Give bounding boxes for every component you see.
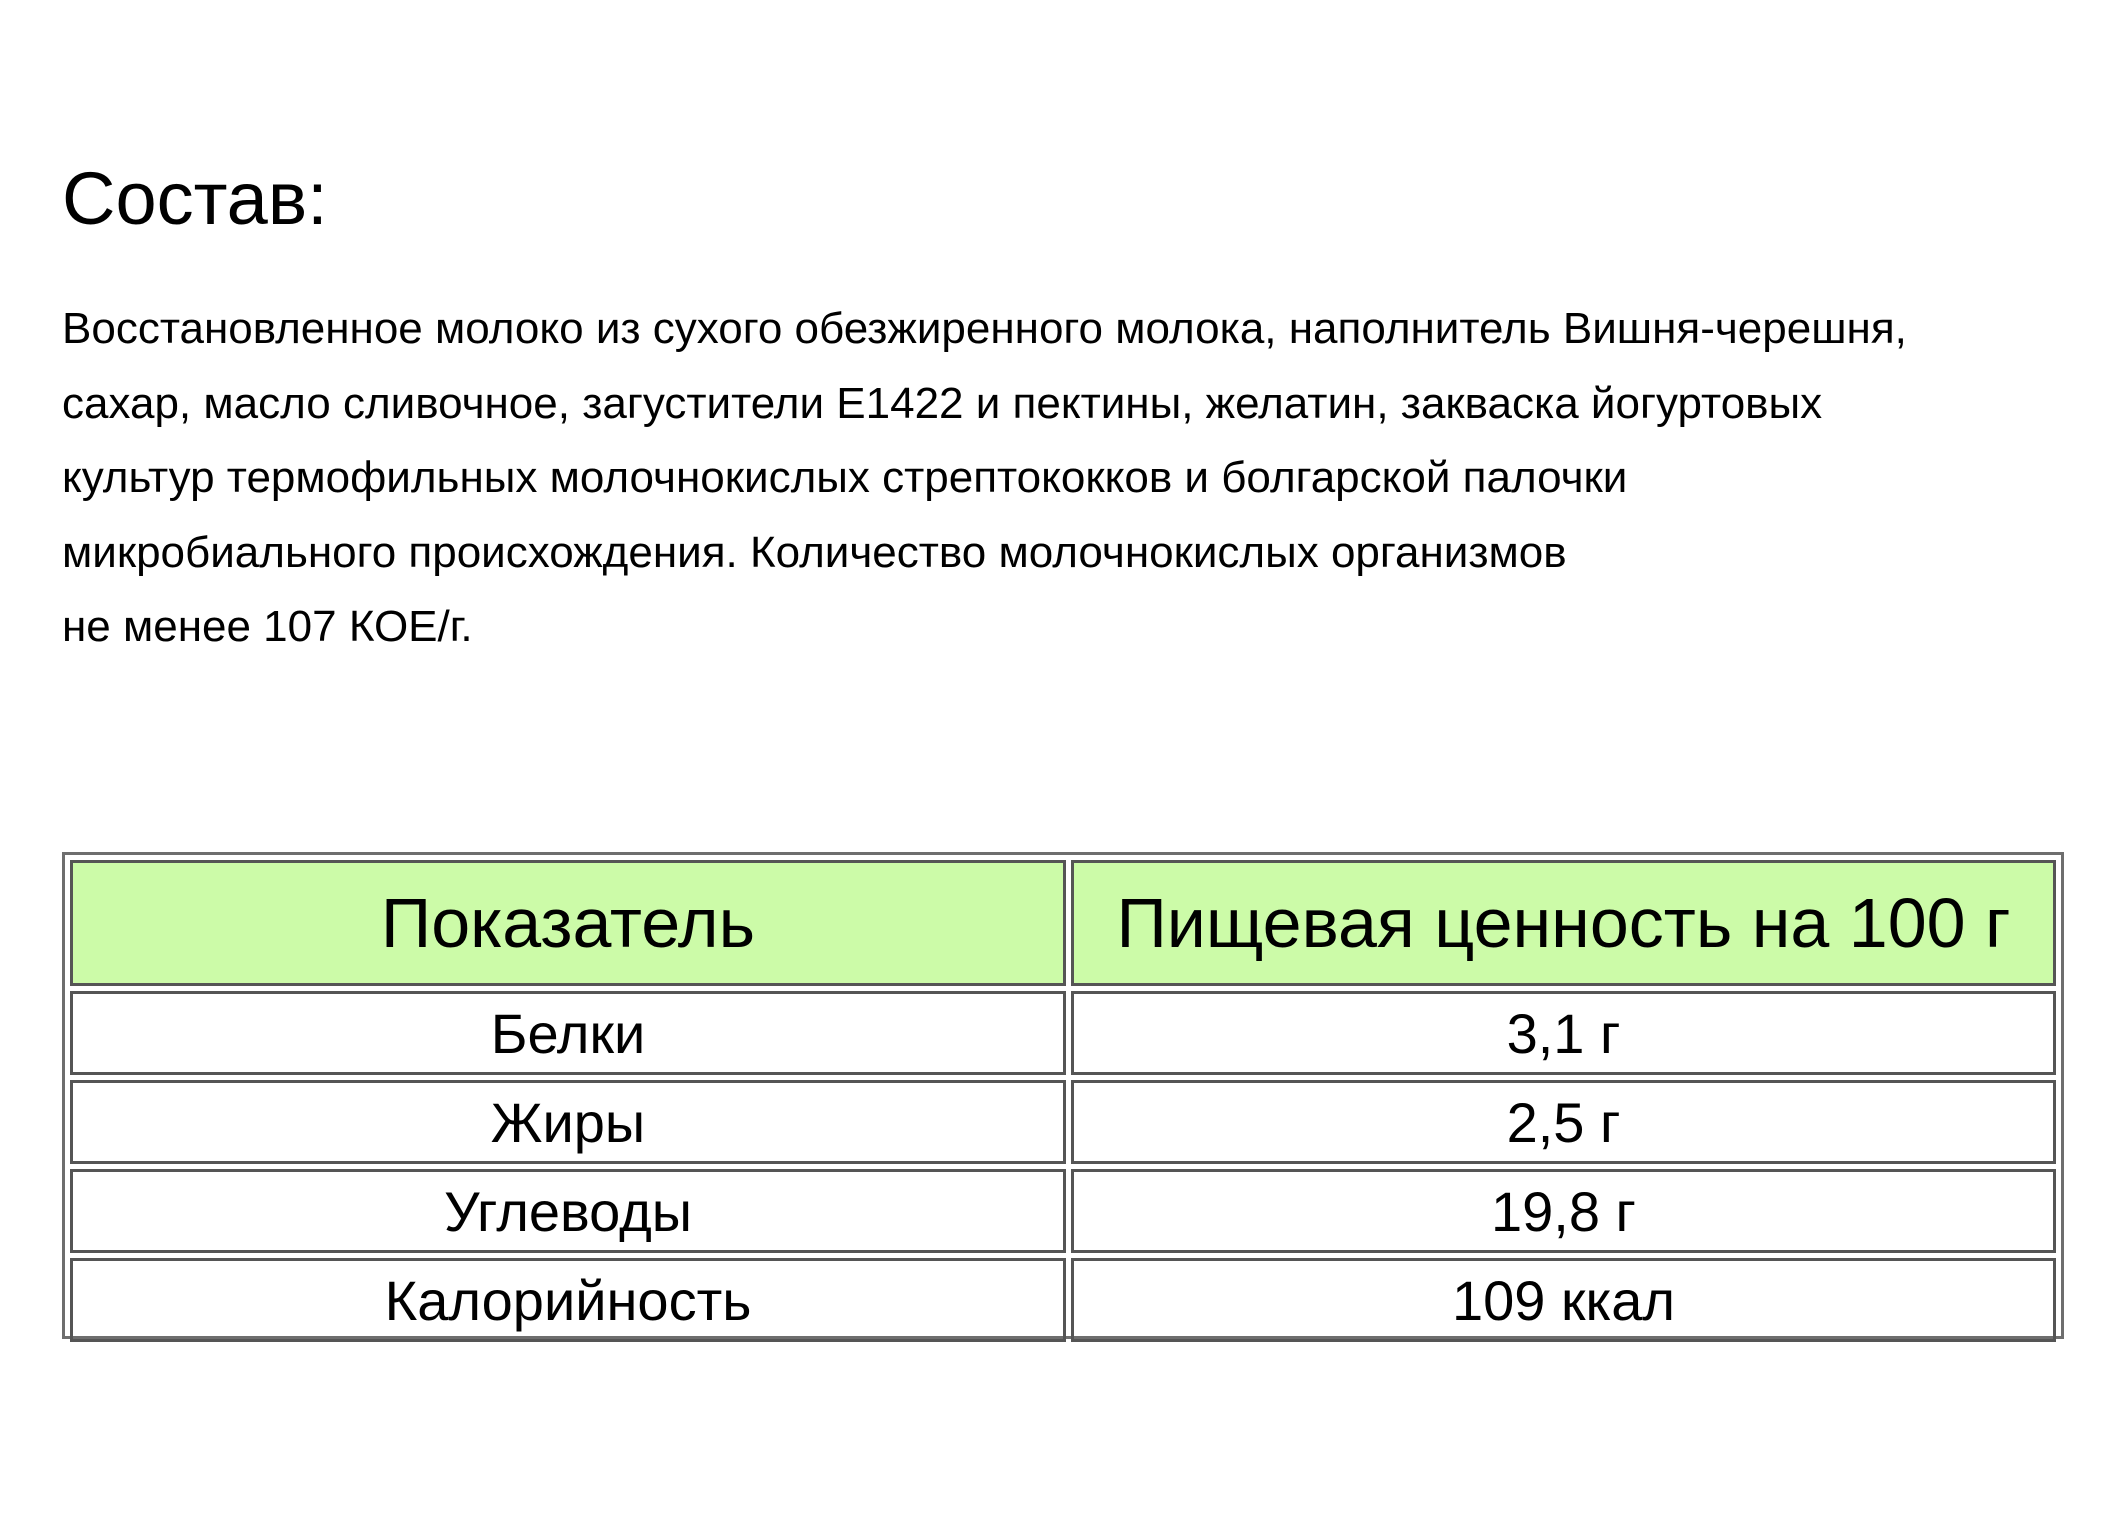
ingredients-line: не менее 107 КОЕ/г. [62, 602, 473, 651]
header-indicator: Показатель [70, 860, 1066, 986]
table-header-row [70, 860, 2056, 986]
table-row [70, 991, 2056, 1075]
table-row [70, 1258, 2056, 1342]
ingredients-line: сахар, масло сливочное, загустители Е1422 и пектины, желатин, закваска йогуртовых [62, 378, 1823, 428]
row-value-carbohydrates: 19,8 г [1071, 1169, 2056, 1253]
ingredients-text [62, 292, 2112, 665]
table-row [70, 1080, 2056, 1164]
row-label-calories: Калорийность [70, 1258, 1066, 1342]
row-label-fats: Жиры [70, 1080, 1066, 1164]
row-label-carbohydrates: Углеводы [70, 1169, 1066, 1253]
row-label-proteins: Белки [70, 991, 1066, 1075]
page-title: Состав: [62, 157, 328, 240]
header-nutritional-value: Пищевая ценность на 100 г [1071, 860, 2056, 986]
nutrition-table [62, 852, 2064, 1339]
row-value-fats: 2,5 г [1071, 1080, 2056, 1164]
ingredients-line: микробиального происхождения. Количество молочнокислых организмов [62, 527, 1567, 577]
row-value-proteins: 3,1 г [1071, 991, 2056, 1075]
ingredients-line: Восстановленное молоко из сухого обезжиренного молока, наполнитель Вишня-черешня, [62, 304, 1907, 353]
table-row [70, 1169, 2056, 1253]
row-value-calories: 109 ккал [1071, 1258, 2056, 1342]
ingredients-line: культур термофильных молочнокислых стрептококков и болгарской палочки [62, 453, 1628, 502]
